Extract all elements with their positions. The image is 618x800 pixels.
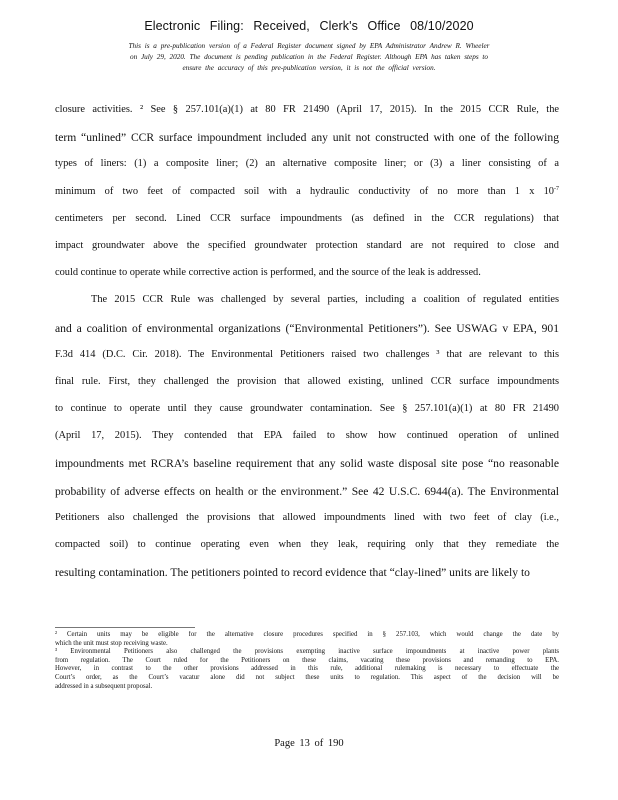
body-line-4	[55, 186, 559, 213]
body-line-17: compacted soil) to continue operating even when they leak, requiring only that they remediate the	[55, 539, 559, 550]
footnotes	[55, 631, 559, 691]
footnote-3-line-2: from regulation. The Court ruled for the Petitioners on these claims, vacating these provisions and remanding to EPA.	[55, 656, 559, 664]
footnote-3-line-4: Court’s order, as the Court’s vacatur alone did not subject these units to regulation. This aspect of the decision will be	[55, 673, 559, 681]
body-text	[55, 104, 559, 593]
footnote-2-line-1: ² Certain units may be eligible for the alternative closure procedures specified in § 257.103, which would change the date by	[55, 631, 559, 638]
body-line-9: and a coalition of environmental organizations (“Environmental Petitioners”). See USWAG v EPA, 901	[55, 321, 559, 335]
body-line-15: probability of adverse effects on health or the environment.” See 42 U.S.C. 6944(a). The Environmental	[55, 484, 559, 498]
body-line-1: closure activities. ² See § 257.101(a)(1) at 80 FR 21490 (April 17, 2015). In the 2015 CCR Rule, the	[55, 104, 559, 115]
footnote-3-line-5: addressed in a subsequent proposal.	[55, 682, 153, 690]
body-line-14: impoundments met RCRA’s baseline requirement that any solid waste disposal site pose “no reasonable	[55, 457, 559, 471]
footnote-3-line-3: However, in contrast to the other provisions addressed in this rule, additional rulemaking is necessary to effectuate the	[55, 665, 559, 673]
body-line-4-text: minimum of two feet of compacted soil with a hydraulic conductivity of no more than 1 x 10	[55, 185, 554, 197]
prepublication-notice-line-3: ensure the accuracy of this pre-publication version, it is not the official version.	[182, 64, 436, 72]
body-line-10: F.3d 414 (D.C. Cir. 2018). The Environmental Petitioners raised two challenges ³ that are relevant to this	[55, 348, 559, 360]
prepublication-notice	[70, 41, 548, 74]
body-line-12: to continue to operate until they cause groundwater contamination. See § 257.101(a)(1) at 80 FR 21490	[55, 403, 559, 415]
prepublication-notice-line-1: This is a pre-publication version of a Federal Register document signed by EPA Administrator Andrew R. Wheeler	[128, 42, 490, 50]
body-line-18: resulting contamination. The petitioners pointed to record evidence that “clay-lined” units are likely to	[55, 566, 530, 580]
page-number: Page 13 of 190	[274, 738, 344, 749]
body-line-16: Petitioners also challenged the provisions that allowed impoundments lined with two feet of clay (i.e.,	[55, 511, 559, 523]
body-line-2: term “unlined” CCR surface impoundment included any unit not constructed with one of the following	[55, 131, 559, 145]
footnote-divider	[55, 627, 195, 628]
body-line-6: impact groundwater above the specified groundwater protection standard are not required to close and	[55, 239, 559, 251]
body-line-3: types of liners: (1) a composite liner; (2) an alternative composite liner; or (3) a liner consisting of a	[55, 158, 559, 170]
body-line-8: The 2015 CCR Rule was challenged by several parties, including a coalition of regulated entities	[91, 294, 559, 306]
body-line-5: centimeters per second. Lined CCR surface impoundments (as defined in the CCR regulations) that	[55, 212, 559, 224]
prepublication-notice-line-2: on July 29, 2020. The document is pending publication in the Federal Register. Although EPA has taken steps to	[130, 53, 488, 61]
body-line-13: (April 17, 2015). They contended that EPA failed to show how continued operation of unlined	[55, 430, 559, 442]
body-line-11: final rule. First, they challenged the provision that allowed existing, unlined CCR surface impoundments	[55, 375, 559, 387]
body-line-7: could continue to operate while corrective action is performed, and the source of the leak is addressed.	[55, 267, 481, 279]
exponent: -7	[554, 185, 559, 192]
filing-stamp-title: Electronic Filing: Received, Clerk's Office 08/10/2020	[144, 19, 474, 33]
footnote-2-line-2: which the unit must stop receiving waste.	[55, 639, 168, 647]
footnote-3-line-1: ³ Environmental Petitioners also challenged the provisions exempting inactive surface impoundments at inactive power plants	[55, 648, 559, 656]
